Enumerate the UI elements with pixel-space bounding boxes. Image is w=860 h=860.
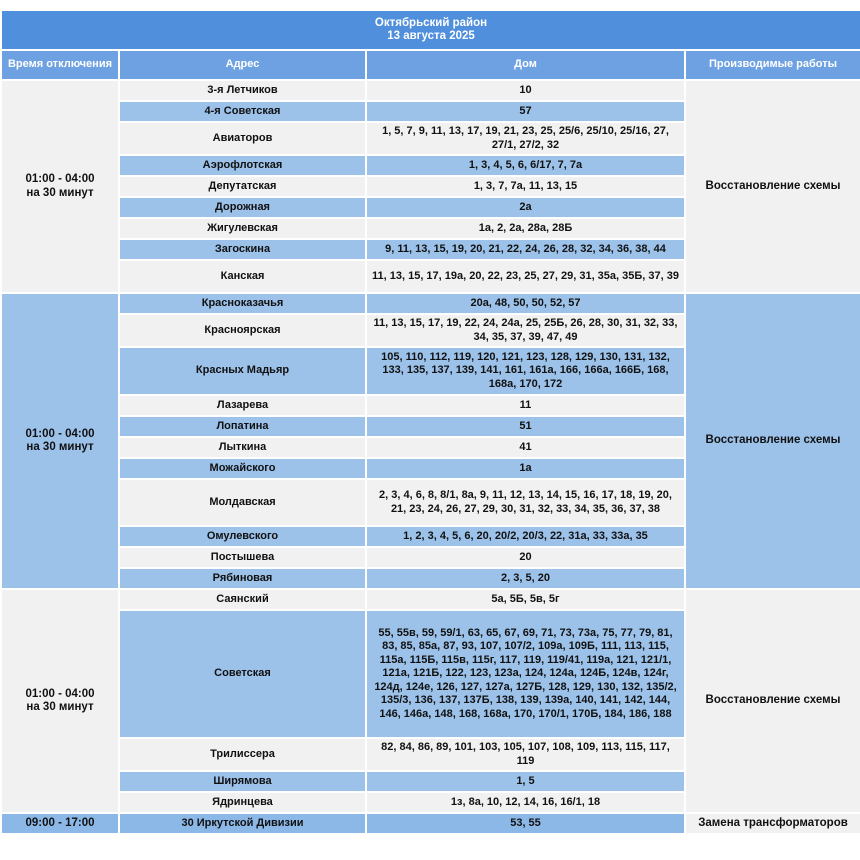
street-name: Постышева (120, 548, 365, 567)
house-numbers: 82, 84, 86, 89, 101, 103, 105, 107, 108, 109, 113, 115, 117, 119 (367, 739, 684, 770)
street-name: Авиаторов (120, 123, 365, 154)
table-row (2, 81, 860, 100)
header-row (2, 51, 860, 79)
table-row (2, 590, 860, 609)
house-numbers: 1з, 8а, 10, 12, 14, 16, 16/1, 18 (367, 793, 684, 812)
outage-duration: на 30 минут (26, 701, 94, 713)
header-house: Дом (367, 51, 684, 79)
house-numbers: 9, 11, 13, 15, 19, 20, 21, 22, 24, 26, 28, 32, 34, 36, 38, 44 (367, 240, 684, 259)
work-type: Восстановление схемы (686, 294, 860, 588)
street-name: 30 Иркутской Дивизии (120, 814, 365, 833)
district-name: Октябрьский район (374, 16, 488, 29)
street-name: Красноказачья (120, 294, 365, 313)
work-type: Восстановление схемы (686, 81, 860, 292)
house-numbers: 1а (367, 459, 684, 478)
header-work: Производимые работы (686, 51, 860, 79)
house-numbers: 2, 3, 4, 6, 8, 8/1, 8а, 9, 11, 12, 13, 14, 15, 16, 17, 18, 19, 20, 21, 23, 24, 26, 27, 29, 30, 31, 32, 33, 34, 35, 36, 37, 38 (367, 480, 684, 525)
house-numbers: 1, 5, 7, 9, 11, 13, 17, 19, 21, 23, 25, 25/6, 25/10, 25/16, 27, 27/1, 27/2, 32 (367, 123, 684, 154)
house-numbers: 1, 5 (367, 772, 684, 791)
street-name: Ядринцева (120, 793, 365, 812)
outage-time (2, 590, 118, 812)
outage-time-range: 01:00 - 04:00 (25, 427, 95, 440)
outage-time (2, 81, 118, 292)
house-numbers: 1, 3, 4, 5, 6, 6/17, 7, 7а (367, 156, 684, 175)
house-numbers: 11, 13, 15, 17, 19, 22, 24, 24а, 25, 25Б, 26, 28, 30, 31, 32, 33, 34, 35, 37, 39, 47, 49 (367, 315, 684, 346)
street-name: Лопатина (120, 417, 365, 436)
street-name: Депутатская (120, 177, 365, 196)
house-numbers: 1, 3, 7, 7а, 11, 13, 15 (367, 177, 684, 196)
house-numbers: 1, 2, 3, 4, 5, 6, 20, 20/2, 20/3, 22, 31а, 33, 33а, 35 (367, 527, 684, 546)
house-numbers: 5а, 5Б, 5в, 5г (367, 590, 684, 609)
work-type: Замена трансформаторов (686, 814, 860, 833)
outage-schedule (0, 9, 860, 835)
house-numbers: 1а, 2, 2а, 28а, 28Б (367, 219, 684, 238)
house-numbers: 10 (367, 81, 684, 100)
house-numbers: 55, 55в, 59, 59/1, 63, 65, 67, 69, 71, 73, 73а, 75, 77, 79, 81, 83, 85, 85а, 87, 93, 107, 107/2, 109а, 109Б, 111, 113, 115, 115а, 115Б, 115в, 115г, 117, 119, 119/41, 119а, 121, 121/1, 121а, 121Б, 122, 123, 123а, 124, 124а, 124Б, 124в, 124г, 124д, 124е, 126, 127, 127а, 127Б, 128, 129, 130, 132, 135/2, 135/3, 136, 137, 137Б, 138, 139, 139а, 140, 141, 142, 144, 146, 146а, 148, 168, 168а, 170, 170/1, 170Б, 184, 186, 188 (367, 611, 684, 737)
table-row (2, 294, 860, 313)
house-numbers: 41 (367, 438, 684, 457)
street-name: Можайского (120, 459, 365, 478)
street-name: Аэрофлотская (120, 156, 365, 175)
title-row (2, 11, 860, 49)
house-numbers: 2а (367, 198, 684, 217)
outage-time (2, 294, 118, 588)
table-title (2, 11, 860, 49)
street-name: Трилиссера (120, 739, 365, 770)
street-name: Жигулевская (120, 219, 365, 238)
street-name: Канская (120, 261, 365, 292)
street-name: Рябиновая (120, 569, 365, 588)
house-numbers: 53, 55 (367, 814, 684, 833)
outage-duration: на 30 минут (26, 441, 94, 453)
outage-time-range: 01:00 - 04:00 (25, 173, 95, 185)
work-type: Восстановление схемы (686, 590, 860, 812)
house-numbers: 51 (367, 417, 684, 436)
street-name: Лазарева (120, 396, 365, 415)
house-numbers: 11 (367, 396, 684, 415)
street-name: Молдавская (120, 480, 365, 525)
header-time: Время отключения (2, 51, 118, 79)
street-name: Саянский (120, 590, 365, 609)
house-numbers: 20 (367, 548, 684, 567)
street-name: Красных Мадьяр (120, 348, 365, 394)
street-name: Омулевского (120, 527, 365, 546)
street-name: Лыткина (120, 438, 365, 457)
street-name: 4-я Советская (120, 102, 365, 121)
street-name: 3-я Летчиков (120, 81, 365, 100)
house-numbers: 20а, 48, 50, 50, 52, 57 (367, 294, 684, 313)
house-numbers: 11, 13, 15, 17, 19а, 20, 22, 23, 25, 27, 29, 31, 35а, 35Б, 37, 39 (367, 261, 684, 292)
house-numbers: 2, 3, 5, 20 (367, 569, 684, 588)
outage-time: 09:00 - 17:00 (2, 814, 118, 833)
street-name: Загоскина (120, 240, 365, 259)
street-name: Советская (120, 611, 365, 737)
street-name: Ширямова (120, 772, 365, 791)
street-name: Красноярская (120, 315, 365, 346)
table-row (2, 814, 860, 833)
house-numbers: 105, 110, 112, 119, 120, 121, 123, 128, 129, 130, 131, 132, 133, 135, 137, 139, 141, 161, 161а, 166, 166а, 166Б, 168, 168а, 170, 172 (367, 348, 684, 394)
header-street: Адрес (120, 51, 365, 79)
outage-date: 13 августа 2025 (387, 30, 475, 42)
outage-table (0, 9, 860, 835)
house-numbers: 57 (367, 102, 684, 121)
outage-time-range: 01:00 - 04:00 (25, 687, 95, 700)
outage-duration: на 30 минут (26, 186, 94, 199)
street-name: Дорожная (120, 198, 365, 217)
